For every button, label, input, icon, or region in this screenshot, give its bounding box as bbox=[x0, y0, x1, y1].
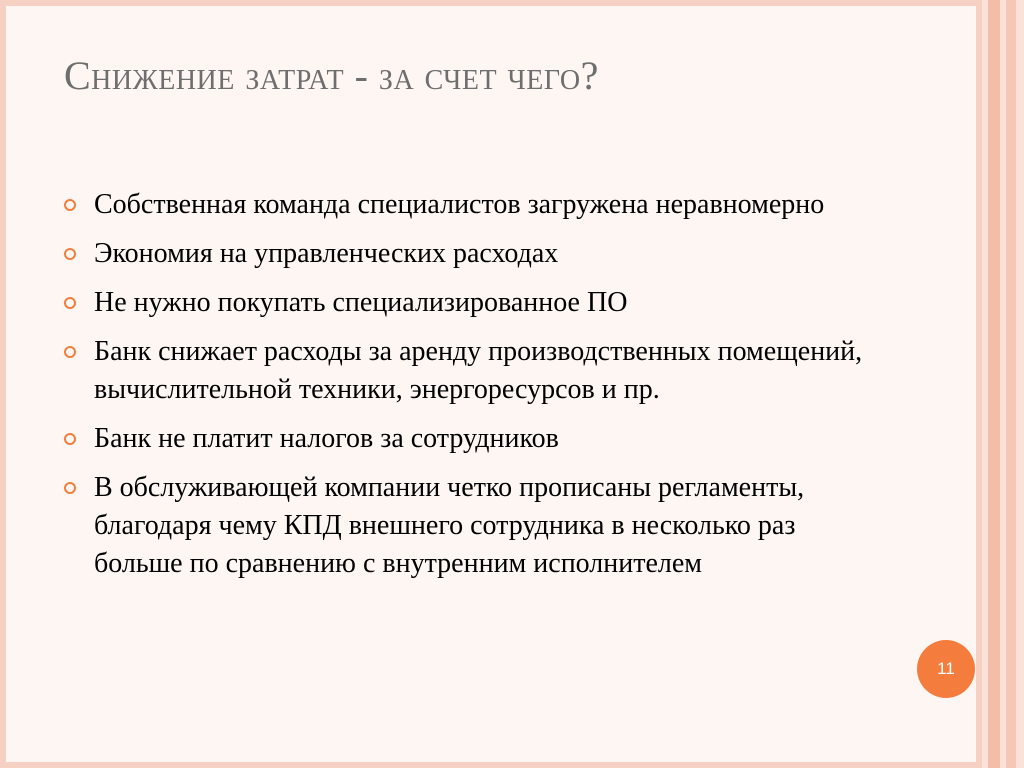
bullet-text: В обслуживающей компании четко прописаны регламенты, благодаря чему КПД внешнего сотрудника в несколько раз больше по сравнению с внутренним исполнителем bbox=[94, 472, 805, 579]
slide-title: Снижение затрат - за счет чего? bbox=[64, 53, 599, 98]
slide-frame-top bbox=[0, 0, 982, 6]
bullet-item bbox=[60, 469, 880, 583]
decorative-stripe bbox=[1016, 0, 1024, 768]
bullet-item bbox=[60, 235, 880, 273]
bullet-item bbox=[60, 333, 880, 409]
bullet-text: Собственная команда специалистов загружена неравномерно bbox=[94, 189, 825, 220]
slide-frame-bottom bbox=[0, 762, 982, 768]
bullet-item bbox=[60, 420, 880, 458]
bullet-item bbox=[60, 186, 880, 224]
bullet-text: Не нужно покупать специализированное ПО bbox=[94, 287, 628, 318]
bullet-text: Банк снижает расходы за аренду производственных помещений, вычислительной техники, энергоресурсов и пр. bbox=[94, 336, 863, 405]
circle-bullet-icon bbox=[64, 199, 76, 211]
circle-bullet-icon bbox=[64, 433, 76, 445]
bullet-item bbox=[60, 284, 880, 322]
bullet-text: Экономия на управленческих расходах bbox=[94, 238, 559, 269]
circle-bullet-icon bbox=[64, 482, 76, 494]
bullet-text: Банк не платит налогов за сотрудников bbox=[94, 423, 559, 454]
bullet-list bbox=[60, 186, 880, 594]
circle-bullet-icon bbox=[64, 346, 76, 358]
slide-frame-left bbox=[0, 0, 6, 768]
decorative-stripe bbox=[1006, 0, 1016, 768]
circle-bullet-icon bbox=[64, 297, 76, 309]
slide-number-badge: 11 bbox=[917, 640, 975, 698]
circle-bullet-icon bbox=[64, 248, 76, 260]
decorative-stripe bbox=[988, 0, 1000, 768]
